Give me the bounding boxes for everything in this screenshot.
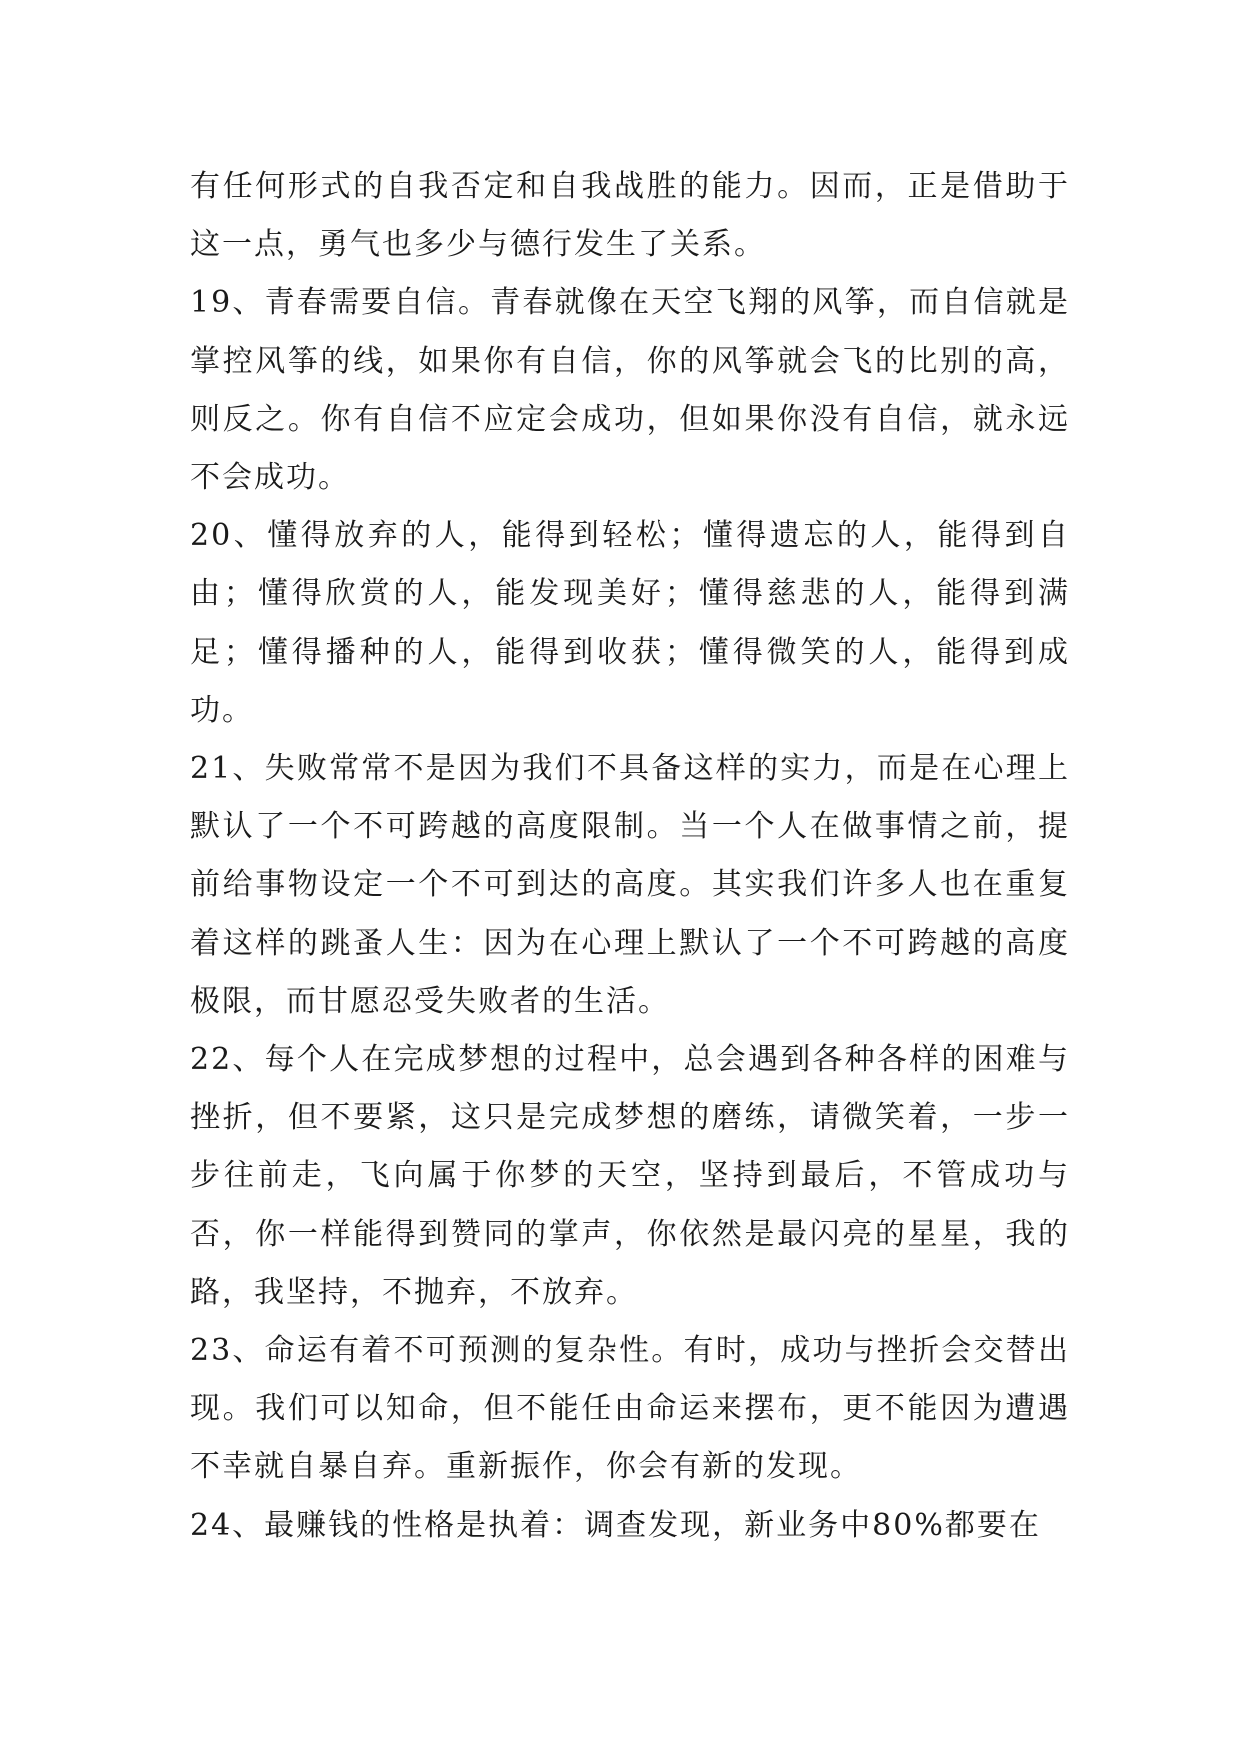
paragraph-24: 24、最赚钱的性格是执着：调查发现，新业务中80%都要在 [190, 1507, 1041, 1543]
paragraph-19: 19、青春需要自信。青春就像在天空飞翔的风筝，而自信就是掌控风筝的线，如果你有自信，你的风筝就会飞的比别的高，则反之。你有自信不应定会成功，但如果你没有自信，就永远不会成功。 [190, 285, 1070, 496]
paragraph-continuation: 有任何形式的自我否定和自我战胜的能力。因而，正是借助于这一点，勇气也多少与德行发生了关系。 [190, 169, 1070, 263]
paragraph-23: 23、命运有着不可预测的复杂性。有时，成功与挫折会交替出现。我们可以知命，但不能任由命运来摆布，更不能因为遭遇不幸就自暴自弃。重新振作，你会有新的发现。 [190, 1333, 1070, 1485]
paragraph-22: 22、每个人在完成梦想的过程中，总会遇到各种各样的困难与挫折，但不要紧，这只是完成梦想的磨练，请微笑着，一步一步往前走，飞向属于你梦的天空，坚持到最后，不管成功与否，你一样能得到赞同的掌声，你依然是最闪亮的星星，我的路，我坚持，不抛弃，不放弃。 [190, 1042, 1070, 1310]
document-body [190, 158, 1070, 1555]
paragraph-21: 21、失败常常不是因为我们不具备这样的实力，而是在心理上默认了一个不可跨越的高度限制。当一个人在做事情之前，提前给事物设定一个不可到达的高度。其实我们许多人也在重复着这样的跳蚤人生：因为在心理上默认了一个不可跨越的高度极限，而甘愿忍受失败者的生活。 [190, 751, 1070, 1019]
paragraph-20: 20、懂得放弃的人，能得到轻松；懂得遗忘的人，能得到自由；懂得欣赏的人，能发现美好；懂得慈悲的人，能得到满足；懂得播种的人，能得到收获；懂得微笑的人，能得到成功。 [190, 518, 1070, 728]
